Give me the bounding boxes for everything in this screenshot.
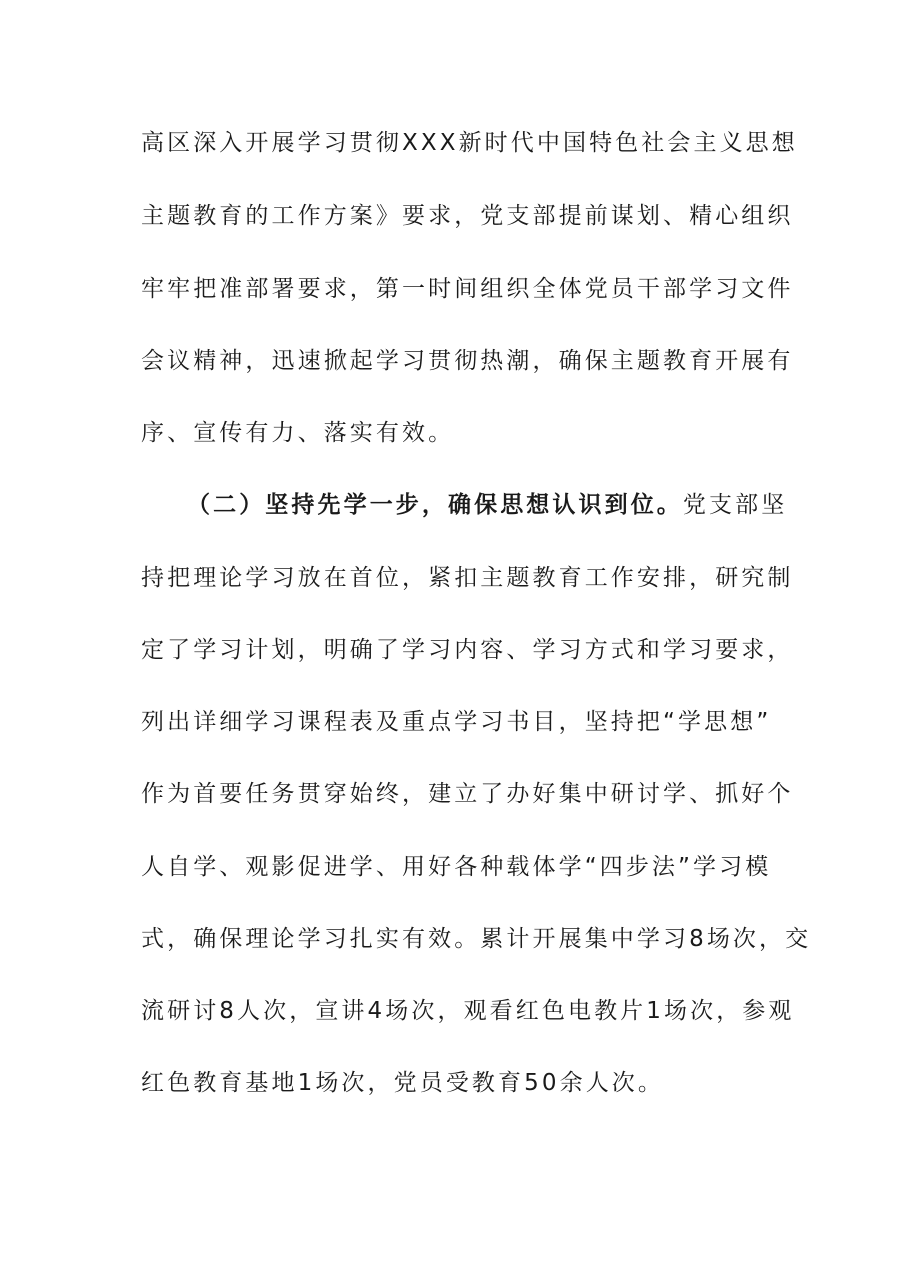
paragraph-1-line-4: 会议精神，迅速掀起学习贯彻热潮，确保主题教育开展有	[141, 348, 794, 374]
paragraph-2-line-5: 作为首要任务贯穿始终，建立了办好集中研讨学、抓好个	[141, 781, 794, 807]
paragraph-1-line-1: 高区深入开展学习贯彻XXX新时代中国特色社会主义思想	[141, 130, 798, 156]
paragraph-2-line-8: 流研讨8人次，宣讲4场次，观看红色电教片1场次，参观	[141, 998, 795, 1024]
paragraph-2-line-3: 定了学习计划，明确了学习内容、学习方式和学习要求，	[141, 637, 794, 663]
paragraph-1-line-5: 序、宣传有力、落实有效。	[141, 420, 455, 446]
paragraph-2-line-7: 式，确保理论学习扎实有效。累计开展集中学习8场次，交	[141, 926, 812, 952]
paragraph-1-line-3: 牢牢把准部署要求，第一时间组织全体党员干部学习文件	[141, 276, 794, 302]
paragraph-2-line-6: 人自学、观影促进学、用好各种载体学“四步法”学习模	[141, 854, 772, 880]
paragraph-2-line-1-rest: 党支部坚	[682, 492, 788, 518]
paragraph-2-line-4: 列出详细学习课程表及重点学习书目，坚持把“学思想”	[141, 709, 772, 735]
paragraph-2-line-2: 持把理论学习放在首位，紧扣主题教育工作安排，研究制	[141, 565, 794, 591]
paragraph-1-line-2: 主题教育的工作方案》要求，党支部提前谋划、精心组织	[141, 203, 794, 229]
section-heading: （二）坚持先学一步，确保思想认识到位。	[187, 492, 683, 518]
paragraph-2-line-1	[187, 490, 787, 520]
paragraph-2-line-9: 红色教育基地1场次，党员受教育50余人次。	[141, 1070, 664, 1096]
